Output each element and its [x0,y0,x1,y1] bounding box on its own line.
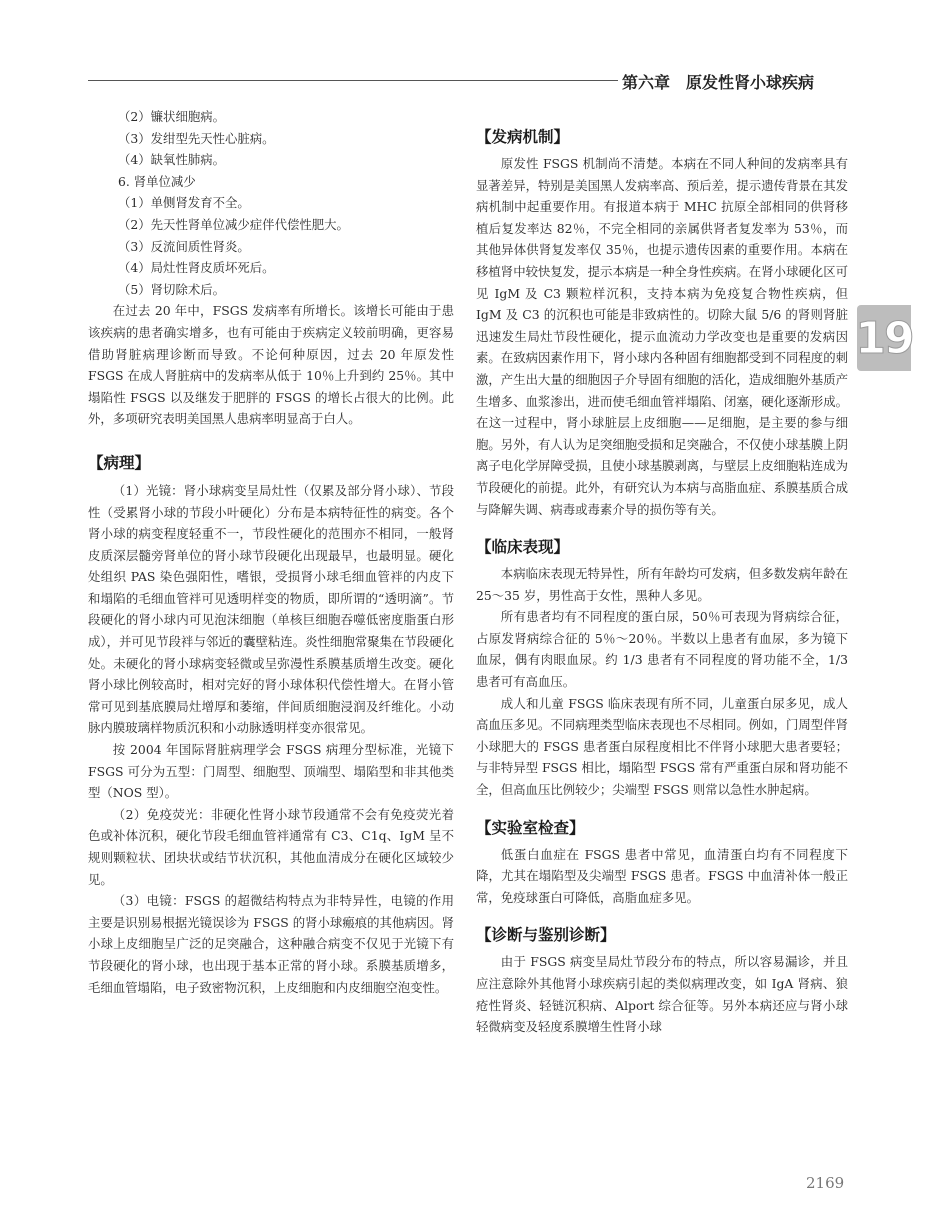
clinical-paragraph: 成人和儿童 FSGS 临床表现有所不同，儿童蛋白尿多见，成人高血压多见。不同病理类型临床表现也不尽相同。例如，门周型伴肾小球肥大的 FSGS 患者蛋白尿程度相比不伴肾小球肥大患者要轻；与非特异型 FSGS 相比，塌陷型 FSGS 常有严重蛋白尿和肾功能不全，但高血压比例较少；尖端型 FSGS 则常以急性水肿起病。 [476,695,848,798]
pathology-electron-microscopy: （3）电镜：FSGS 的超微结构特点为非特异性，电镜的作用主要是识别易根据光镜误诊为 FSGS 的肾小球瘢痕的其他病因。肾小球上皮细胞呈广泛的足突融合，这种融合病变不仅见于光镜下有节段硬化的肾小球，也出现于基本正常的肾小球。系膜基质增多，毛细血管塌陷，电子致密物沉积，上皮细胞和内皮细胞空泡变性。 [88,893,454,995]
list-item: （2）先天性肾单位减少症伴代偿性肥大。 [118,216,349,232]
laboratory-paragraph: 低蛋白血症在 FSGS 患者中常见，血清蛋白均有不同程度下降，尤其在塌陷型及尖端型 FSGS 患者。FSGS 中血清补体一般正常，免疫球蛋白可降低，高脂血症多见。 [476,846,848,905]
left-column [88,106,454,998]
list-item: （2）镰状细胞病。 [118,109,226,124]
mechanism-paragraph: 原发性 FSGS 机制尚不清楚。本病在不同人种间的发病率具有显著差异，特别是美国黑人发病率高、预后差，提示遗传背景在其发病机制中起重要作用。有报道本病于 MHC 抗原全部相同的供肾移植后复发率达 82％，不完全相同的亲属供肾者复发率为 53％，而其他异体供肾复发率仅 35％，也提示遗传因素的重要作用。本病在移植肾中较快复发，提示本病是一种全身性疾病。在肾小球硬化区可见 IgM 及 C3 颗粒样沉积，支持本病为免疫复合物性疾病，但 IgM 及 C3 的沉积也可能是非致病性的。切除大鼠 5/6 的肾则肾脏迅速发生局灶节段性硬化，提示血流动力学改变也是重要的发病因素。在致病因素作用下，肾小球内各种固有细胞都受到不同程度的刺激，产生出大量的细胞因子介导固有细胞的活化，造成细胞外基质产生增多、血浆渗出，进而使毛细血管袢塌陷、闭塞，硬化逐渐形成。在这一过程中，肾小球脏层上皮细胞——足细胞，是主要的参与细胞。另外，有人认为足突细胞受损和足突融合，不仅使小球基膜上阴离子电化学屏障受损，且使小球基膜剥离，与壁层上皮细胞粘连成为节段硬化的前提。此外，有研究认为本病与高脂血症、系膜基质合成与降解失调、病毒或毒素介导的损伤等有关。 [476,156,848,517]
pathology-immunofluorescence: （2）免疫荧光：非硬化性肾小球节段通常不会有免疫荧光着色或补体沉积，硬化节段毛细血管袢通常有 C3、C1q、IgM 呈不规则颗粒状、团块状或结节状沉积，其他血清成分在硬化区域较少见。 [88,806,454,887]
section-heading-diagnosis: 【诊断与鉴别诊断】 [476,926,616,945]
chapter-title: 第六章 原发性肾小球疾病 [622,73,815,92]
section-heading-clinical: 【临床表现】 [476,538,570,557]
page-number: 2169 [806,1174,845,1192]
clinical-paragraph: 所有患者均有不同程度的蛋白尿，50％可表现为肾病综合征，占原发肾病综合征的 5％～20％。半数以上患者有血尿，多为镜下血尿，偶有肉眼血尿。约 1/3 患者有不同程度的肾功能不全，1/3 患者可有高血压。 [476,609,848,690]
header-rule [88,80,618,81]
right-column [476,126,848,1038]
section-heading-pathology: 【病理】 [88,453,151,472]
list-item: （3）发绀型先天性心脏病。 [118,130,275,146]
chapter-tab: 19 [857,305,911,371]
diagnosis-paragraph: 由于 FSGS 病变呈局灶节段分布的特点，所以容易漏诊，并且应注意除外其他肾小球疾病引起的类似病理改变，如 IgA 肾病、狼疮性肾炎、轻链沉积病、Alport 综合征等。另外本病还应与肾小球轻微病变及轻度系膜增生性肾小球 [476,954,848,1035]
section-heading-laboratory: 【实验室检查】 [476,818,585,837]
list-item: （5）肾切除术后。 [118,281,226,297]
clinical-paragraph: 本病临床表现无特异性，所有年龄均可发病，但多数发病年龄在 25～35 岁，男性高于女性，黑种人多见。 [476,566,848,603]
pathology-classification: 按 2004 年国际肾脏病理学会 FSGS 病理分型标准，光镜下 FSGS 可分为五型：门周型、细胞型、顶端型、塌陷型和非其他类型（NOS 型）。 [88,742,454,801]
pathology-light-microscopy: （1）光镜：肾小球病变呈局灶性（仅累及部分肾小球）、节段性（受累肾小球的节段小叶硬化）分布是本病特征性的病变。各个肾小球的病变程度轻重不一，节段性硬化的范围亦不相同，一般肾皮质深层髓旁肾单位的肾小球节段硬化出现最早，也最明显。硬化处组织 PAS 染色强阳性，嗜银，受损肾小球毛细血管袢的内皮下和塌陷的毛细血管袢可见透明样变的物质，即所谓的“透明滴”。节段硬化的肾小球内可见泡沫细胞（单核巨细胞吞噬低密度脂蛋白形成），并可见节段袢与邻近的囊壁粘连。炎性细胞常聚集在节段硬化处。未硬化的肾小球病变轻微或呈弥漫性系膜基质增生改变。硬化肾小球比例较高时，相对完好的肾小球体积代偿性增大。在肾小管常可见到基底膜局灶增厚和萎缩，伴间质细胞浸润及纤维化。小动脉内膜玻璃样物质沉积和小动脉透明样变亦很常见。 [88,482,454,736]
intro-paragraph: 在过去 20 年中，FSGS 发病率有所增长。该增长可能由于患该疾病的患者确实增多，也有可能由于疾病定义较前明确，更容易借助肾脏病理诊断而导致。不论何种原因，过去 20 年原发性 FSGS 在成人肾脏病中的发病率从低于 10％上升到约 25％。其中塌陷性 FSGS 以及继发于肥胖的 FSGS 的增长占很大的比例。此外，多项研究表明美国黑人患病率明显高于白人。 [88,303,454,427]
list-item: （4）局灶性肾皮质坏死后。 [118,260,275,276]
list-item: （4）缺氧性肺病。 [118,152,226,168]
list-item: （3）反流间质性肾炎。 [118,238,250,254]
list-heading: 6. 肾单位减少 [118,173,196,189]
section-heading-mechanism: 【发病机制】 [476,128,570,146]
list-item: （1）单侧肾发育不全。 [118,195,250,211]
